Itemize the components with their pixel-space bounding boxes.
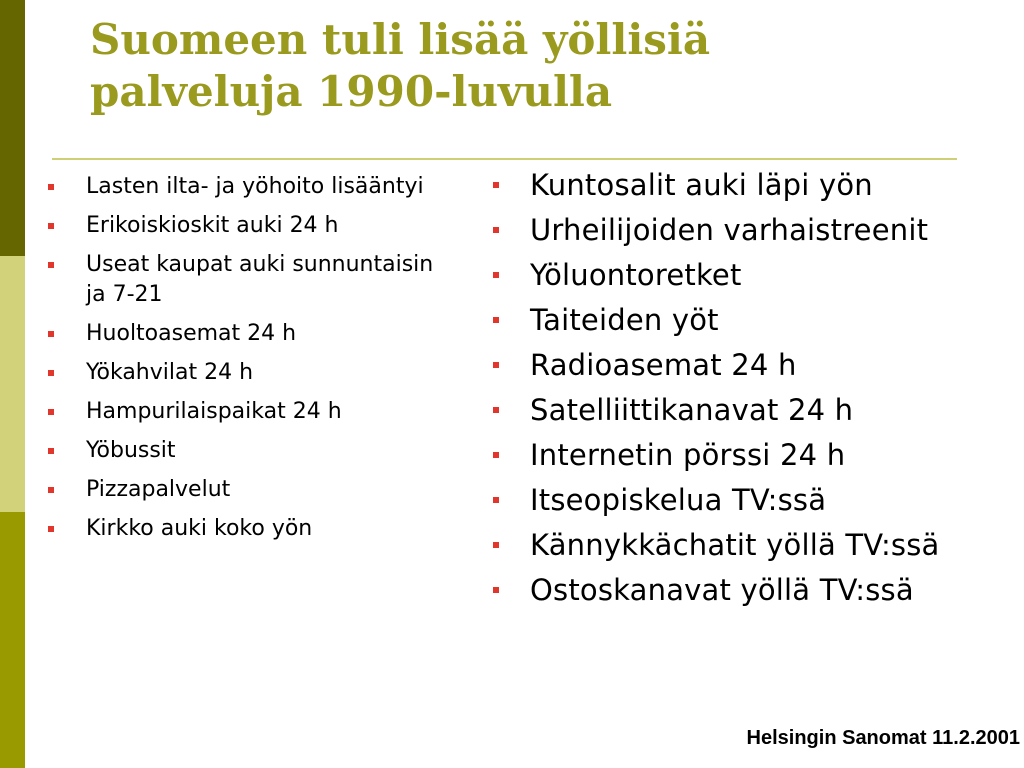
list-item (48, 211, 448, 241)
list-item-text: Hampurilaispaikat 24 h (86, 399, 342, 424)
right-bullet-list (493, 168, 1013, 618)
list-item-text: Radioasemat 24 h (530, 348, 797, 382)
bullet-square-icon (493, 362, 499, 368)
left-bullet-list (48, 172, 448, 553)
list-item-text: Satelliittikanavat 24 h (530, 393, 854, 427)
bullet-square-icon (48, 409, 54, 415)
bullet-square-icon (493, 542, 499, 548)
list-item (48, 397, 448, 427)
list-item (48, 436, 448, 466)
list-item (493, 528, 1013, 562)
list-item (493, 393, 1013, 427)
list-item (493, 483, 1013, 517)
bullet-square-icon (48, 184, 54, 190)
list-item-text: Pizzapalvelut (86, 477, 231, 502)
list-item-text: Internetin pörssi 24 h (530, 438, 846, 472)
title-divider (52, 158, 957, 160)
bullet-square-icon (48, 526, 54, 532)
bullet-square-icon (48, 223, 54, 229)
sidebar-block-mid (0, 512, 25, 768)
slide-title-line-2: palveluja 1990-luvulla (90, 67, 613, 116)
list-item-text: Lasten ilta- ja yöhoito lisääntyi (86, 174, 424, 199)
list-item-text: Yökahvilat 24 h (86, 360, 254, 385)
bullet-square-icon (48, 370, 54, 376)
bullet-square-icon (48, 262, 54, 268)
sidebar-block-dark (0, 0, 25, 256)
list-item (48, 250, 448, 310)
bullet-square-icon (493, 227, 499, 233)
list-item-text: Yöluontoretket (530, 258, 742, 292)
list-item-text: Kirkko auki koko yön (86, 516, 313, 541)
list-item (493, 258, 1013, 292)
list-item (493, 438, 1013, 472)
list-item-text: Ostoskanavat yöllä TV:ssä (530, 573, 914, 607)
bullet-square-icon (48, 487, 54, 493)
list-item-text: Urheilijoiden varhaistreenit (530, 213, 929, 247)
bullet-square-icon (493, 407, 499, 413)
list-item (48, 319, 448, 349)
list-item (48, 514, 448, 544)
list-item (493, 573, 1013, 607)
bullet-square-icon (493, 587, 499, 593)
list-item (493, 348, 1013, 382)
bullet-square-icon (493, 452, 499, 458)
slide-title-line-1: Suomeen tuli lisää yöllisiä (90, 15, 711, 64)
slide-title (90, 14, 950, 118)
list-item (48, 358, 448, 388)
list-item-text: Taiteiden yöt (530, 303, 719, 337)
bullet-square-icon (48, 331, 54, 337)
list-item-text: Yöbussit (86, 438, 176, 463)
list-item (48, 172, 448, 202)
bullet-square-icon (493, 272, 499, 278)
list-item-text: Itseopiskelua TV:ssä (530, 483, 827, 517)
bullet-square-icon (493, 317, 499, 323)
list-item-text: Kuntosalit auki läpi yön (530, 168, 873, 202)
list-item-text: Kännykkächatit yöllä TV:ssä (530, 528, 940, 562)
bullet-square-icon (493, 182, 499, 188)
list-item-text: Huoltoasemat 24 h (86, 321, 297, 346)
source-citation: Helsingin Sanomat 11.2.2001 (746, 727, 1020, 749)
list-item-text: Useat kaupat auki sunnuntaisin ja 7-21 (86, 252, 434, 307)
bullet-square-icon (493, 497, 499, 503)
list-item (48, 475, 448, 505)
list-item (493, 213, 1013, 247)
sidebar-block-light (0, 256, 25, 512)
bullet-square-icon (48, 448, 54, 454)
list-item (493, 168, 1013, 202)
list-item (493, 303, 1013, 337)
sidebar-stripe (0, 0, 25, 768)
list-item-text: Erikoiskioskit auki 24 h (86, 213, 339, 238)
